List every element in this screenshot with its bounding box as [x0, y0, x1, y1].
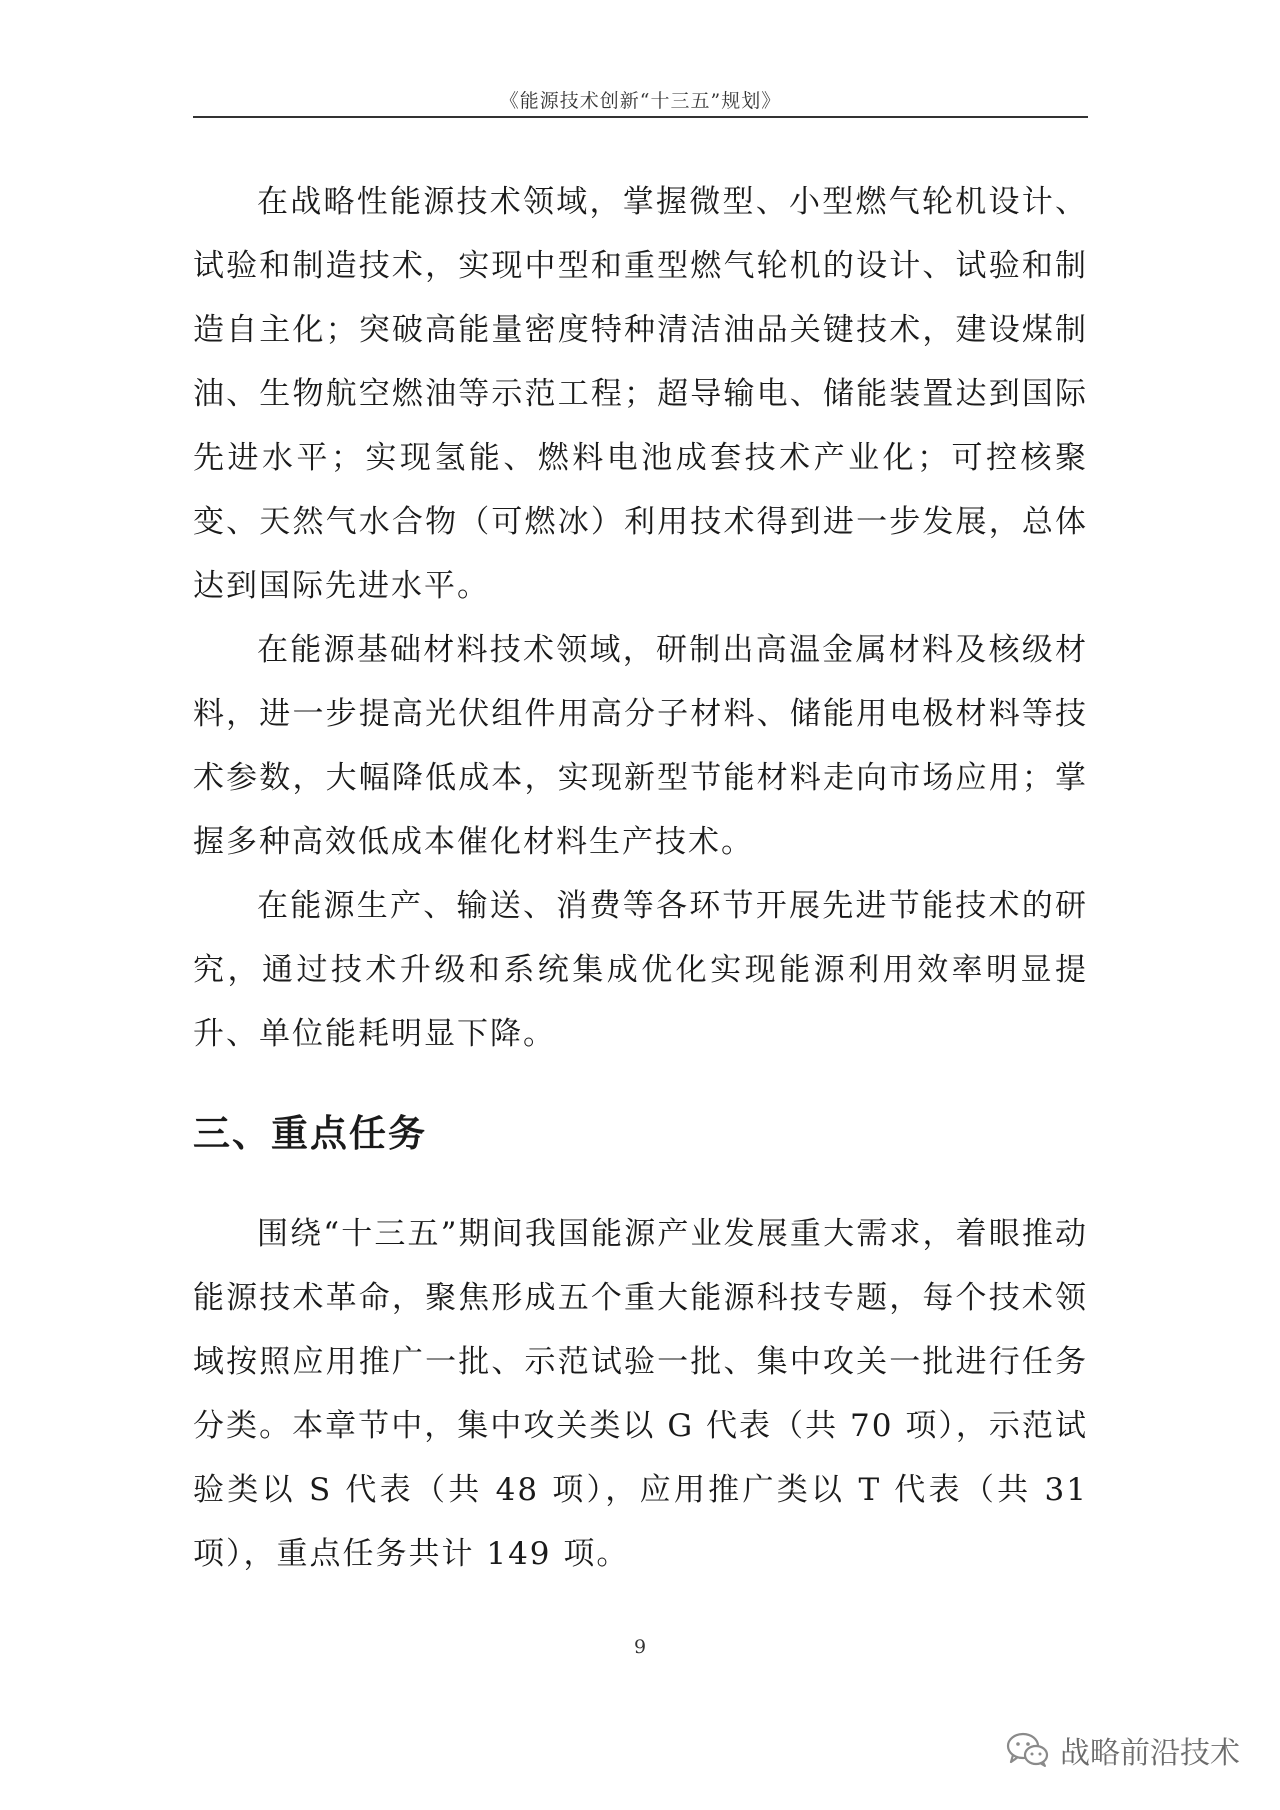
watermark: [1006, 1728, 1240, 1772]
page-number: 9: [633, 1636, 647, 1658]
paragraph-basic-materials: 在能源基础材料技术领域，研制出高温金属材料及核级材料，进一步提高光伏组件用高分子材料、储能用电极材料等技术参数，大幅降低成本，实现新型节能材料走向市场应用；掌握多种高效低成本催化材料生产技术。: [193, 632, 1088, 860]
document-header-title: 《能源技术创新“十三五”规划》: [499, 90, 782, 112]
watermark-text: 战略前沿技术: [1060, 1736, 1240, 1771]
paragraph-key-tasks: 围绕“十三五”期间我国能源产业发展重大需求，着眼推动能源技术革命，聚焦形成五个重大能源科技专题，每个技术领域按照应用推广一批、示范试验一批、集中攻关一批进行任务分类。本章节中，集中攻关类以 G 代表（共 70 项），示范试验类以 S 代表（共 48 项），应用推广类以 T 代表（共 31 项），重点任务共计 149 项。: [193, 1216, 1088, 1572]
header-divider: [193, 116, 1088, 118]
paragraph-strategic-energy: 在战略性能源技术领域，掌握微型、小型燃气轮机设计、试验和制造技术，实现中型和重型燃气轮机的设计、试验和制造自主化；突破高能量密度特种清洁油品关键技术，建设煤制油、生物航空燃油等示范工程；超导输电、储能装置达到国际先进水平；实现氢能、燃料电池成套技术产业化；可控核聚变、天然气水合物（可燃冰）利用技术得到进一步发展，总体达到国际先进水平。: [193, 184, 1088, 604]
wechat-icon: [1006, 1732, 1050, 1768]
document-body: [193, 170, 1088, 1586]
section-heading: 三、重点任务: [193, 1112, 427, 1155]
paragraph-energy-saving: 在能源生产、输送、消费等各环节开展先进节能技术的研究，通过技术升级和系统集成优化实现能源利用效率明显提升、单位能耗明显下降。: [193, 888, 1088, 1052]
